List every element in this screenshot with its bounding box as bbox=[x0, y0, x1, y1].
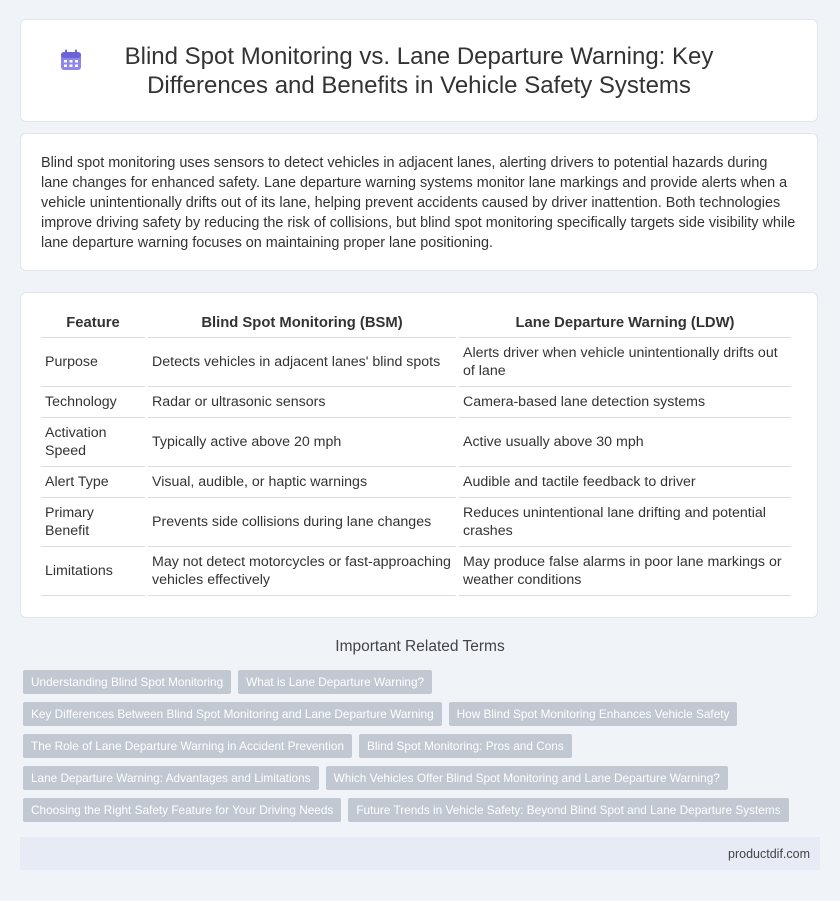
bsm-cell: May not detect motorcycles or fast-approaching vehicles effectively bbox=[148, 547, 456, 596]
calendar-icon bbox=[59, 48, 83, 72]
table-row bbox=[41, 498, 791, 547]
table-row bbox=[41, 418, 791, 467]
feature-cell: Purpose bbox=[41, 338, 145, 387]
tag-row bbox=[23, 702, 823, 726]
tag-row bbox=[23, 670, 823, 694]
page-title: Blind Spot Monitoring vs. Lane Departure Warning: Key Differences and Benefits in Vehicle Safety Systems bbox=[124, 42, 714, 99]
feature-cell: Technology bbox=[41, 387, 145, 418]
footer bbox=[20, 837, 820, 870]
table-row bbox=[41, 547, 791, 596]
bsm-cell: Prevents side collisions during lane changes bbox=[148, 498, 456, 547]
related-tag-link[interactable]: Choosing the Right Safety Feature for Your Driving Needs bbox=[23, 798, 341, 822]
comparison-card bbox=[20, 292, 818, 618]
feature-cell: Alert Type bbox=[41, 467, 145, 498]
related-tag-link[interactable]: Lane Departure Warning: Advantages and Limitations bbox=[23, 766, 319, 790]
title-card bbox=[20, 19, 818, 122]
related-tag-link[interactable]: Understanding Blind Spot Monitoring bbox=[23, 670, 231, 694]
bsm-cell: Typically active above 20 mph bbox=[148, 418, 456, 467]
related-tag-link[interactable]: The Role of Lane Departure Warning in Accident Prevention bbox=[23, 734, 352, 758]
comparison-table bbox=[38, 309, 794, 596]
ldw-cell: Alerts driver when vehicle unintentionally drifts out of lane bbox=[459, 338, 791, 387]
ldw-cell: Camera-based lane detection systems bbox=[459, 387, 791, 418]
ldw-cell: Active usually above 30 mph bbox=[459, 418, 791, 467]
related-tag-link[interactable]: Blind Spot Monitoring: Pros and Cons bbox=[359, 734, 572, 758]
ldw-cell: Reduces unintentional lane drifting and potential crashes bbox=[459, 498, 791, 547]
related-terms-title: Important Related Terms bbox=[335, 638, 505, 655]
table-row bbox=[41, 387, 791, 418]
bsm-cell: Radar or ultrasonic sensors bbox=[148, 387, 456, 418]
header-feature: Feature bbox=[41, 309, 145, 338]
header-ldw: Lane Departure Warning (LDW) bbox=[459, 309, 791, 338]
tag-row bbox=[23, 766, 823, 790]
related-tag-link[interactable]: What is Lane Departure Warning? bbox=[238, 670, 432, 694]
related-tag-link[interactable]: Future Trends in Vehicle Safety: Beyond Blind Spot and Lane Departure Systems bbox=[348, 798, 788, 822]
related-tag-link[interactable]: Key Differences Between Blind Spot Monitoring and Lane Departure Warning bbox=[23, 702, 442, 726]
related-tags bbox=[23, 670, 823, 830]
bsm-cell: Detects vehicles in adjacent lanes' blind spots bbox=[148, 338, 456, 387]
bsm-cell: Visual, audible, or haptic warnings bbox=[148, 467, 456, 498]
feature-cell: Primary Benefit bbox=[41, 498, 145, 547]
intro-text: Blind spot monitoring uses sensors to detect vehicles in adjacent lanes, alerting drivers to potential hazards during lane changes for enhanced safety. Lane departure warning systems monitor lane markings and provide alerts when a vehicle unintentionally drifts out of its lane, helping prevent accidents caused by driver inattention. Both technologies improve driving safety by reducing the risk of collisions, but blind spot monitoring specifically targets side visibility while lane departure warning focuses on maintaining proper lane positioning. bbox=[41, 155, 796, 251]
feature-cell: Activation Speed bbox=[41, 418, 145, 467]
ldw-cell: May produce false alarms in poor lane markings or weather conditions bbox=[459, 547, 791, 596]
related-tag-link[interactable]: How Blind Spot Monitoring Enhances Vehicle Safety bbox=[449, 702, 738, 726]
tag-row bbox=[23, 734, 823, 758]
related-tag-link[interactable]: Which Vehicles Offer Blind Spot Monitoring and Lane Departure Warning? bbox=[326, 766, 728, 790]
feature-cell: Limitations bbox=[41, 547, 145, 596]
table-row bbox=[41, 467, 791, 498]
table-header-row bbox=[41, 309, 791, 338]
title-wrap bbox=[99, 42, 739, 100]
table-row bbox=[41, 338, 791, 387]
footer-site[interactable]: productdif.com bbox=[728, 846, 810, 861]
intro-card bbox=[20, 133, 818, 271]
tag-row bbox=[23, 798, 823, 822]
header-bsm: Blind Spot Monitoring (BSM) bbox=[148, 309, 456, 338]
ldw-cell: Audible and tactile feedback to driver bbox=[459, 467, 791, 498]
